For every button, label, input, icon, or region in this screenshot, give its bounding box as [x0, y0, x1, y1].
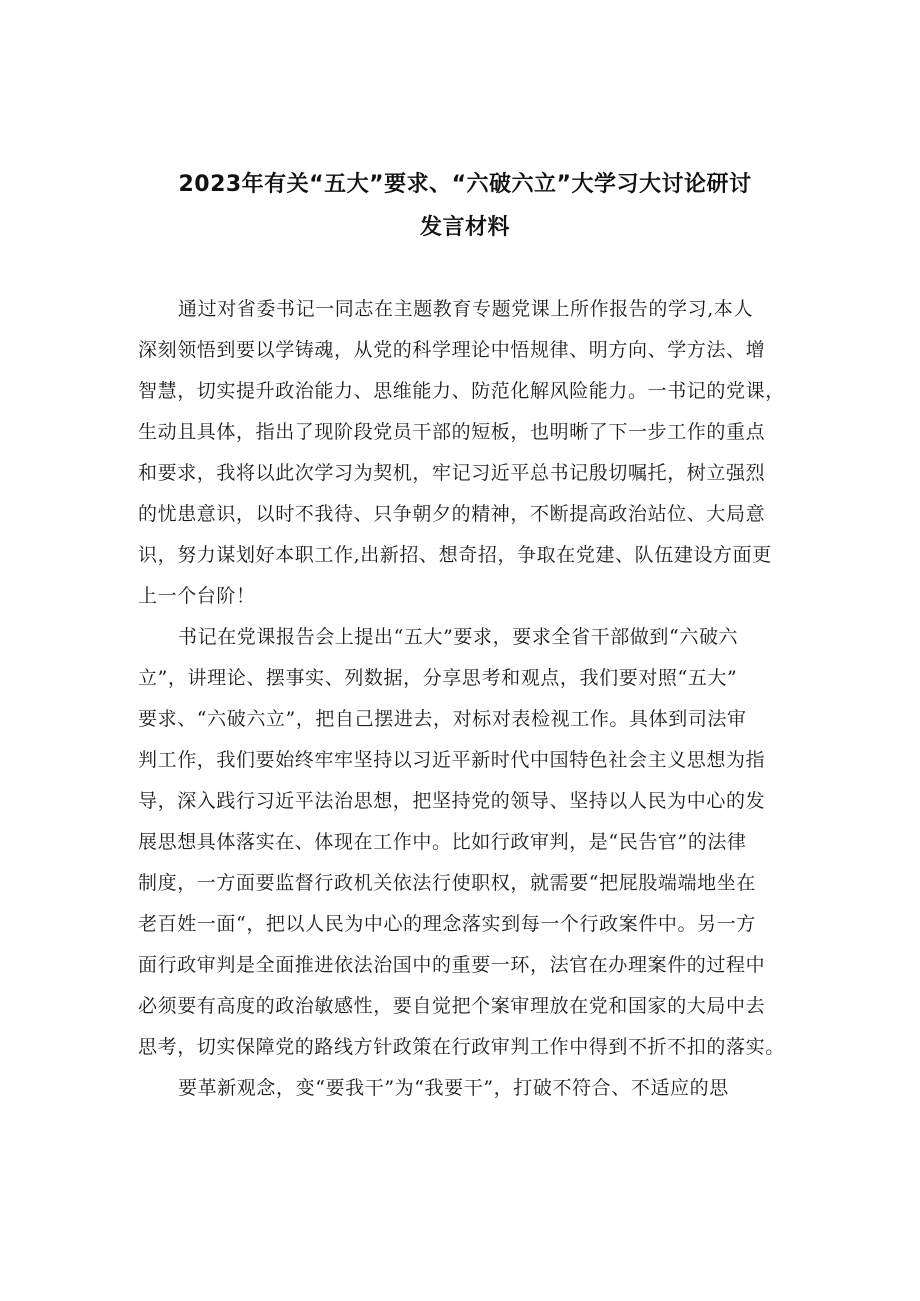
paragraph-1-line-1: 通过对省委书记一同志在主题教育专题党课上所作报告的学习,本人	[178, 298, 754, 320]
paragraph-1-line-7: 识，努力谋划好本职工作,出新招、想奇招，争取在党建、队伍建设方面更	[138, 544, 772, 566]
paragraph-2-line-8: 老百姓一面“，把以人民为中心的理念落实到每一个行政案件中。另一方	[138, 913, 756, 935]
paragraph-1-line-4: 生动且具体，指出了现阶段党员干部的短板，也明晰了下一步工作的重点	[138, 421, 766, 443]
paragraph-3-line-1: 要革新观念，变“要我干”为“我要干”，打破不符合、不适应的思	[178, 1077, 729, 1099]
paragraph-2-line-7: 制度，一方面要监督行政机关依法行使职权，就需要“把屁股端端地坐在	[138, 872, 756, 894]
paragraph-2-line-6: 展思想具体落实在、体现在工作中。比如行政审判，是“民告官”的法律	[138, 831, 747, 853]
paragraph-1-line-6: 的忧患意识，以时不我待、只争朝夕的精神，不断提高政治站位、大局意	[138, 503, 766, 525]
paragraph-2-line-5: 导，深入践行习近平法治思想，把坚持党的领导、坚持以人民为中心的发	[138, 790, 766, 812]
paragraph-1-line-2: 深刻领悟到要以学铸魂，从党的科学理论中悟规律、明方向、学方法、增	[138, 339, 766, 361]
paragraph-2-line-10: 必须要有高度的政治敏感性，要自觉把个案审理放在党和国家的大局中去	[138, 995, 766, 1017]
paragraph-2-line-4: 判工作，我们要始终牢牢坚持以习近平新时代中国特色社会主义思想为指	[138, 749, 766, 771]
paragraph-2-line-11: 思考，切实保障党的路线方针政策在行政审判工作中得到不折不扣的落实。	[138, 1036, 785, 1058]
paragraph-2-line-9: 面行政审判是全面推进依法治国中的重要一环，法官在办理案件的过程中	[138, 954, 766, 976]
paragraph-2-line-1: 书记在党课报告会上提出“五大”要求，要求全省干部做到“六破六	[178, 626, 739, 648]
paragraph-2-line-2: 立”，讲理论、摆事实、列数据，分享思考和观点，我们要对照“五大”	[138, 667, 738, 689]
document-title-line-2: 发言材料	[419, 215, 510, 240]
paragraph-1-line-8: 上一个台阶！	[138, 585, 256, 607]
document-title-line-1: 2023年有关“五大”要求、“六破六立”大学习大讨论研讨	[178, 172, 752, 197]
paragraph-1-line-5: 和要求，我将以此次学习为契机，牢记习近平总书记殷切嘱托，树立强烈	[138, 462, 766, 484]
paragraph-2-line-3: 要求、“六破六立”，把自己摆进去，对标对表检视工作。具体到司法审	[138, 708, 747, 730]
paragraph-1-line-3: 智慧，切实提升政治能力、思维能力、防范化解风险能力。一书记的党课，	[138, 380, 785, 402]
